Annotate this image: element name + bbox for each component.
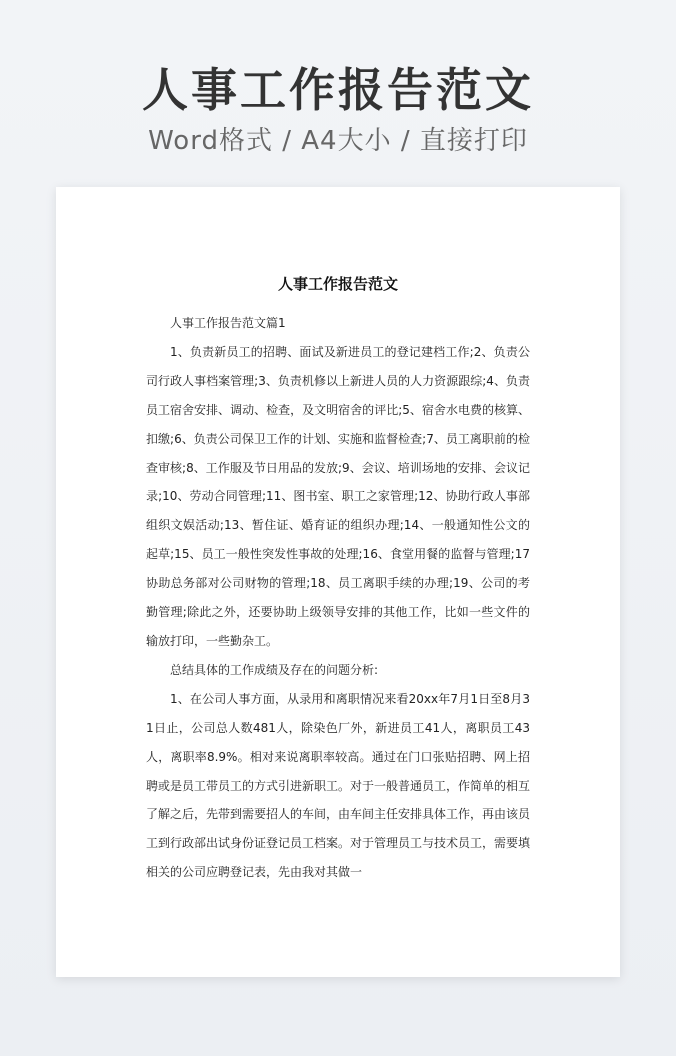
document-body: [146, 309, 530, 887]
main-title: 人事工作报告范文: [142, 63, 534, 117]
paragraph-hr-analysis: 1、在公司人事方面，从录用和离职情况来看20xx年7月1日至8月31日止，公司总人数481人，除染色厂外，新进员工41人，离职员工43人，离职率8.9%。相对来说离职率较高。通过在门口张贴招聘、网上招聘或是员工带员工的方式引进新职工。对于一般普通员工，作简单的相互了解之后，先带到需要招人的车间，由车间主任安排具体工作，再由该员工到行政部出试身份证登记员工档案。对于管理员工与技术员工，需要填相关的公司应聘登记表，先由我对其做一: [146, 691, 531, 880]
paragraph-summary-heading: 总结具体的工作成绩及存在的问题分析:: [170, 662, 379, 677]
document-title: 人事工作报告范文: [277, 275, 398, 293]
subtitle: Word格式 / A4大小 / 直接打印: [148, 126, 528, 156]
paragraph-section-heading: 人事工作报告范文篇1: [170, 316, 286, 330]
paragraph-duties: 1、负责新员工的招聘、面试及新进员工的登记建档工作;2、负责公司行政人事档案管理;3、负责机修以上新进人员的人力资源跟综;4、负责员工宿舍安排、调动、检查，及文明宿舍的评比;5、宿舍水电费的核算、扣缴;6、负责公司保卫工作的计划、实施和监督检查;7、员工离职前的检查审核;8、工作服及节日用品的发放;9、会议、培训场地的安排、会议记录;10、劳动合同管理;11、图书室、职工之家管理;12、协助行政人事部组织文娱活动;13、暂住证、婚育证的组织办理;14、一般通知性公文的起草;15、员工一般性突发性事故的处理;16、食堂用餐的监督与管理;17协助总务部对公司财物的管理;18、员工离职手续的办理;19、公司的考勤管理;除此之外，还要协助上级领导安排的其他工作，比如一些文件的输放打印，一些勤杂工。: [146, 344, 530, 648]
page-header: [0, 58, 676, 160]
document-page: [56, 187, 620, 977]
